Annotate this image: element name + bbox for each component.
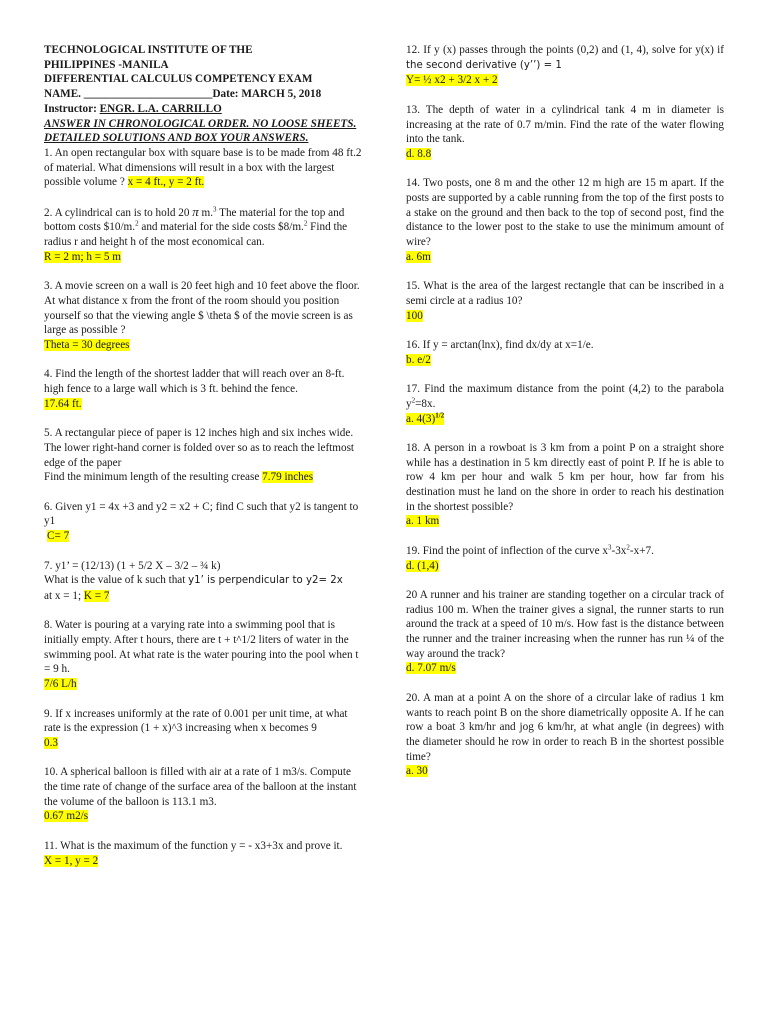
problem-15: 15. What is the area of the largest rectangle that can be inscribed in a semi circle at a radius 10? [406,280,724,307]
answer-1: x = 4 ft., y = 2 ft. [127,176,205,189]
problem-13: 13. The depth of water in a cylindrical tank 4 m in diameter is increasing at the rate of 0.7 m/min. Find the rate of the water flowing into the tank. [406,103,724,146]
answer-13: d. 8.8 [406,147,432,160]
answer-19: d. (1,4) [406,559,439,572]
answer-8: 7/6 L/h [44,678,77,691]
problem-17: 17. Find the maximum distance from the point (4,2) to the parabola $y^2=8x$. [406,383,724,410]
problem-8: 8. Water is pouring at a varying rate into a swimming pool that is initially empty. After t hours, there are t + t^1/2 liters of water in the swimming pool. At what rate is the water pouring into the pool when t = 9 h. [44,619,359,676]
problem-20b: 20. A man at a point A on the shore of a circular lake of radius 1 km wants to reach point B on the shore diametrically opposite A. If he can row a boat 3 km/hr and jog 6 km/hr, at what angle (in degrees) with the diameter should he row in order to reach B in the shortest possible time? [406,691,724,763]
instructor-name: ENGR. L.A. CARRILLO [99,102,222,115]
problem-20a: 20 A runner and his trainer are standing together on a circular track of radius 100 m. When the trainer gives a signal, the runner starts to run around the track at a speed of 10 m/s. How fast is the distance between the runner and the trainer increasing when the runner has run ¼ of the way around the track? [406,588,724,660]
answer-9: 0.3 [44,736,58,749]
problem-3: 3. A movie screen on a wall is 20 feet high and 10 feet above the floor. At what distance x from the front of the room should you position yourself so that the viewing angle $ \theta $ of the movie screen is as large as possible ? [44,280,360,337]
answer-2: R = 2 m; h = 5 m [44,250,121,263]
name-label: NAME. [44,88,84,101]
instructor-line [44,102,366,117]
answer-18: a. 1 km [406,515,440,528]
school-name-line1: TECHNOLOGICAL INSTITUTE OF THE [44,44,253,56]
answer-15: 100 [406,309,423,322]
problem-19: 19. Find the point of inflection of the curve $x^3-3x^2-x+7$. [406,543,654,557]
exam-title: DIFFERENTIAL CALCULUS COMPETENCY EXAM [44,73,313,86]
problem-7-expression: 7. y1’ = (12/13) (1 + 5/2 X – 3/2 – ¾ k) [44,559,221,572]
right-column [406,43,724,779]
date-label: Date: MARCH 5, 2018 [212,88,322,101]
answer-5: 7.79 inches [262,471,314,484]
problem-9: 9. If x increases uniformly at the rate of 0.001 per unit time, at what rate is the expression (1 + x)^3 increasing when x becomes 9 [44,707,348,735]
problem-7-cont: at x = 1; K = 7 [44,589,110,602]
problem-11: 11. What is the maximum of the function y = - x3+3x and prove it. [44,839,343,852]
name-date-line [44,87,366,102]
problem-2: 2. A cylindrical can is to hold 20 π m.$^3$ The material for the top and bottom costs $10/m.$^2$ and material for the side costs $8/m.$^2$ Find the radius r and height h of the most economical can. [44,203,348,249]
answer-3: Theta = 30 degrees [44,339,130,352]
instructions: ANSWER IN CHRONOLOGICAL ORDER. NO LOOSE SHEETS. DETAILED SOLUTIONS AND BOX YOUR ANSWERS. [44,117,357,145]
answer-20b: a. 30 [406,765,428,778]
problem-5-question: Find the minimum length of the resulting crease 7.79 inches [44,471,314,484]
problem-4: 4. Find the length of the shortest ladder that will reach over an 8-ft. high fence to a large wall which is 3 ft. behind the fence. [44,368,345,396]
problem-10: 10. A spherical balloon is filled with air at a rate of 1 m3/s. Compute the time rate of change of the surface area of the balloon at the instant the volume of the balloon is 113.1 m3. [44,766,357,808]
answer-6: C= 7 [47,530,70,543]
school-name-line2: PHILIPPINES -MANILA [44,58,169,71]
answer-12: Y= ½ x2 + 3/2 x + 2 [406,74,498,87]
answer-10: 0.67 m2/s [44,810,89,823]
name-blank: _______________________ [83,88,213,101]
answer-11: X = 1, y = 2 [44,854,99,867]
problem-16: 16. If y = arctan(lnx), find dx/dy at x=1/e. [406,339,594,351]
problem-6: 6. Given y1 = 4x +3 and y2 = x2 + C; find C such that y2 is tangent to y1 [44,500,359,528]
answer-7: K = 7 [83,589,110,602]
left-column [44,43,366,868]
answer-14: a. 6m [406,250,431,263]
instructor-label: Instructor: [44,102,100,115]
problem-18: 18. A person in a rowboat is 3 km from a point P on a straight shore while has a destination in 5 km directly east of point P. If he is able to row 4 km per hour and walk 5 km per hour, how far from his destination must he land on the shore in order to reach his destination in the shortest possible? [406,441,724,513]
problem-12: 12. If y (x) passes through the points (0,2) and (1, 4), solve for y(x) if the second derivative (y’’) = 1 [406,44,724,71]
answer-4: 17.64 ft. [44,397,82,410]
problem-1: 1. An open rectangular box with square base is to be made from 48 ft.2 of material. What dimensions will result in a box with the largest possible volume ? x = 4 ft., y = 2 ft. [44,146,362,189]
answer-17: a. $4(3)^{1/2}$ [406,410,445,425]
answer-20a: d. 7.07 m/s [406,662,456,675]
problem-14: 14. Two posts, one 8 m and the other 12 m high are 15 m apart. If the posts are supported by a cable running from the top of the first posts to a stake on the ground and then back to the top of second post, find the distance to the lower post to the stake to use the minimum amount of wire? [406,177,724,249]
answer-16: b. e/2 [406,353,431,366]
problem-5: 5. A rectangular piece of paper is 12 inches high and six inches wide. The lower right-hand corner is folded over so as to reach the leftmost edge of the paper [44,427,355,469]
problem-7: What is the value of k such that y1’ is perpendicular to y2= 2x [44,574,343,587]
